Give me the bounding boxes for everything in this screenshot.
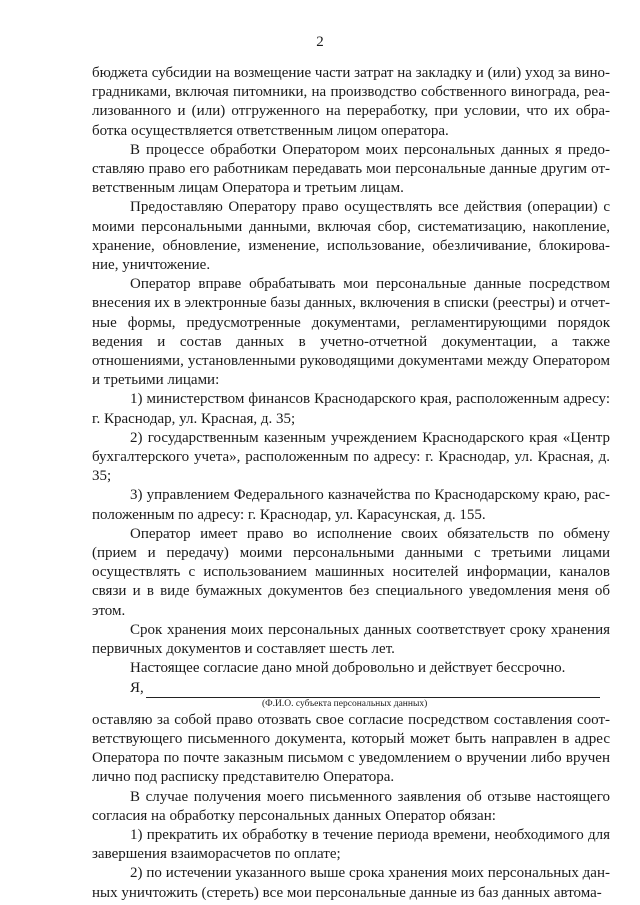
signature-blank: [146, 682, 600, 698]
paragraph-7: Настоящее согласие дано мной добровольно и действует бессрочно.: [130, 660, 566, 677]
list-item-5: 2) по истечении указанного выше срока хранения моих персональных данных уничтожить (стереть) все мои персональные данные из баз данных автома-: [92, 865, 610, 901]
list-item-4: 1) прекратить их обработку в течение периода времени, необходимого для завершения взаиморасчетов по оплате;: [92, 826, 610, 863]
paragraph-9: В случае получения моего письменного заявления об отзыве настоящего согласия на обработку персональных данных Оператор обязан:: [92, 788, 610, 824]
list-item-2: 2) государственным казенным учреждением Краснодарского края «Центр бухгалтерского учета», расположенным по адресу: г. Краснодар, ул. Красная, д. 35;: [92, 429, 610, 485]
page-number: 2: [316, 34, 324, 50]
document-body: [92, 64, 610, 903]
paragraph-6: Срок хранения моих персональных данных соответствует сроку хранения первичных документов и составляет шесть лет.: [92, 621, 610, 658]
paragraph-2: В процессе обработки Оператором моих персональных данных я предоставляю право его работникам передавать мои персональные данные другим ответственным лицам Оператора и третьим лицам.: [92, 141, 610, 197]
signature-prefix: Я,: [130, 679, 144, 696]
paragraph-3: Предоставляю Оператору право осуществлять все действия (операции) с моими персональными данными, включая сбор, систематизацию, накопление, хранение, обновление, изменение, использование, обезличивание, блокирование, уничтожение.: [92, 199, 610, 274]
paragraph-5: Оператор имеет право во исполнение своих обязательств по обмену (прием и передачу) моими персональными данными с третьими лицами осуществлять с использованием машинных носителей информации, каналов связи и в виде бумажных документов без специального уведомления меня об этом.: [92, 525, 610, 619]
list-item-3: 3) управлением Федерального казначейства по Краснодарскому краю, расположенным по адресу: г. Краснодар, ул. Карасунская, д. 155.: [92, 487, 610, 523]
paragraph-1: бюджета субсидии на возмещение части затрат на закладку и (или) уход за виноградниками, включая питомники, на производство собственного винограда, реализованного и (или) отгруженного на переработку, при условии, что их обработка осуществляется ответственным лицом оператора.: [92, 65, 610, 139]
signature-caption: (Ф.И.О. субъекта персональных данных): [262, 698, 428, 709]
paragraph-8: оставляю за собой право отозвать свое согласие посредством составления соответствующего письменного документа, который может быть направлен в адрес Оператора по почте заказным письмом с уведомлением о вручении либо вручен лично под расписку представителю Оператора.: [92, 711, 610, 786]
list-item-1: 1) министерством финансов Краснодарского края, расположенным адресу: г. Краснодар, ул. Красная, д. 35;: [92, 391, 610, 427]
signature-line: [92, 679, 610, 698]
paragraph-4: Оператор вправе обрабатывать мои персональные данные посредством внесения их в электронные базы данных, включения в списки (реестры) и отчетные формы, предусмотренные документами, регламентирующими порядок ведения и состав данных в учетно-отчетной документации, а также отношениями, установленными руководящими документами между Оператором и третьими лицами:: [92, 276, 610, 389]
